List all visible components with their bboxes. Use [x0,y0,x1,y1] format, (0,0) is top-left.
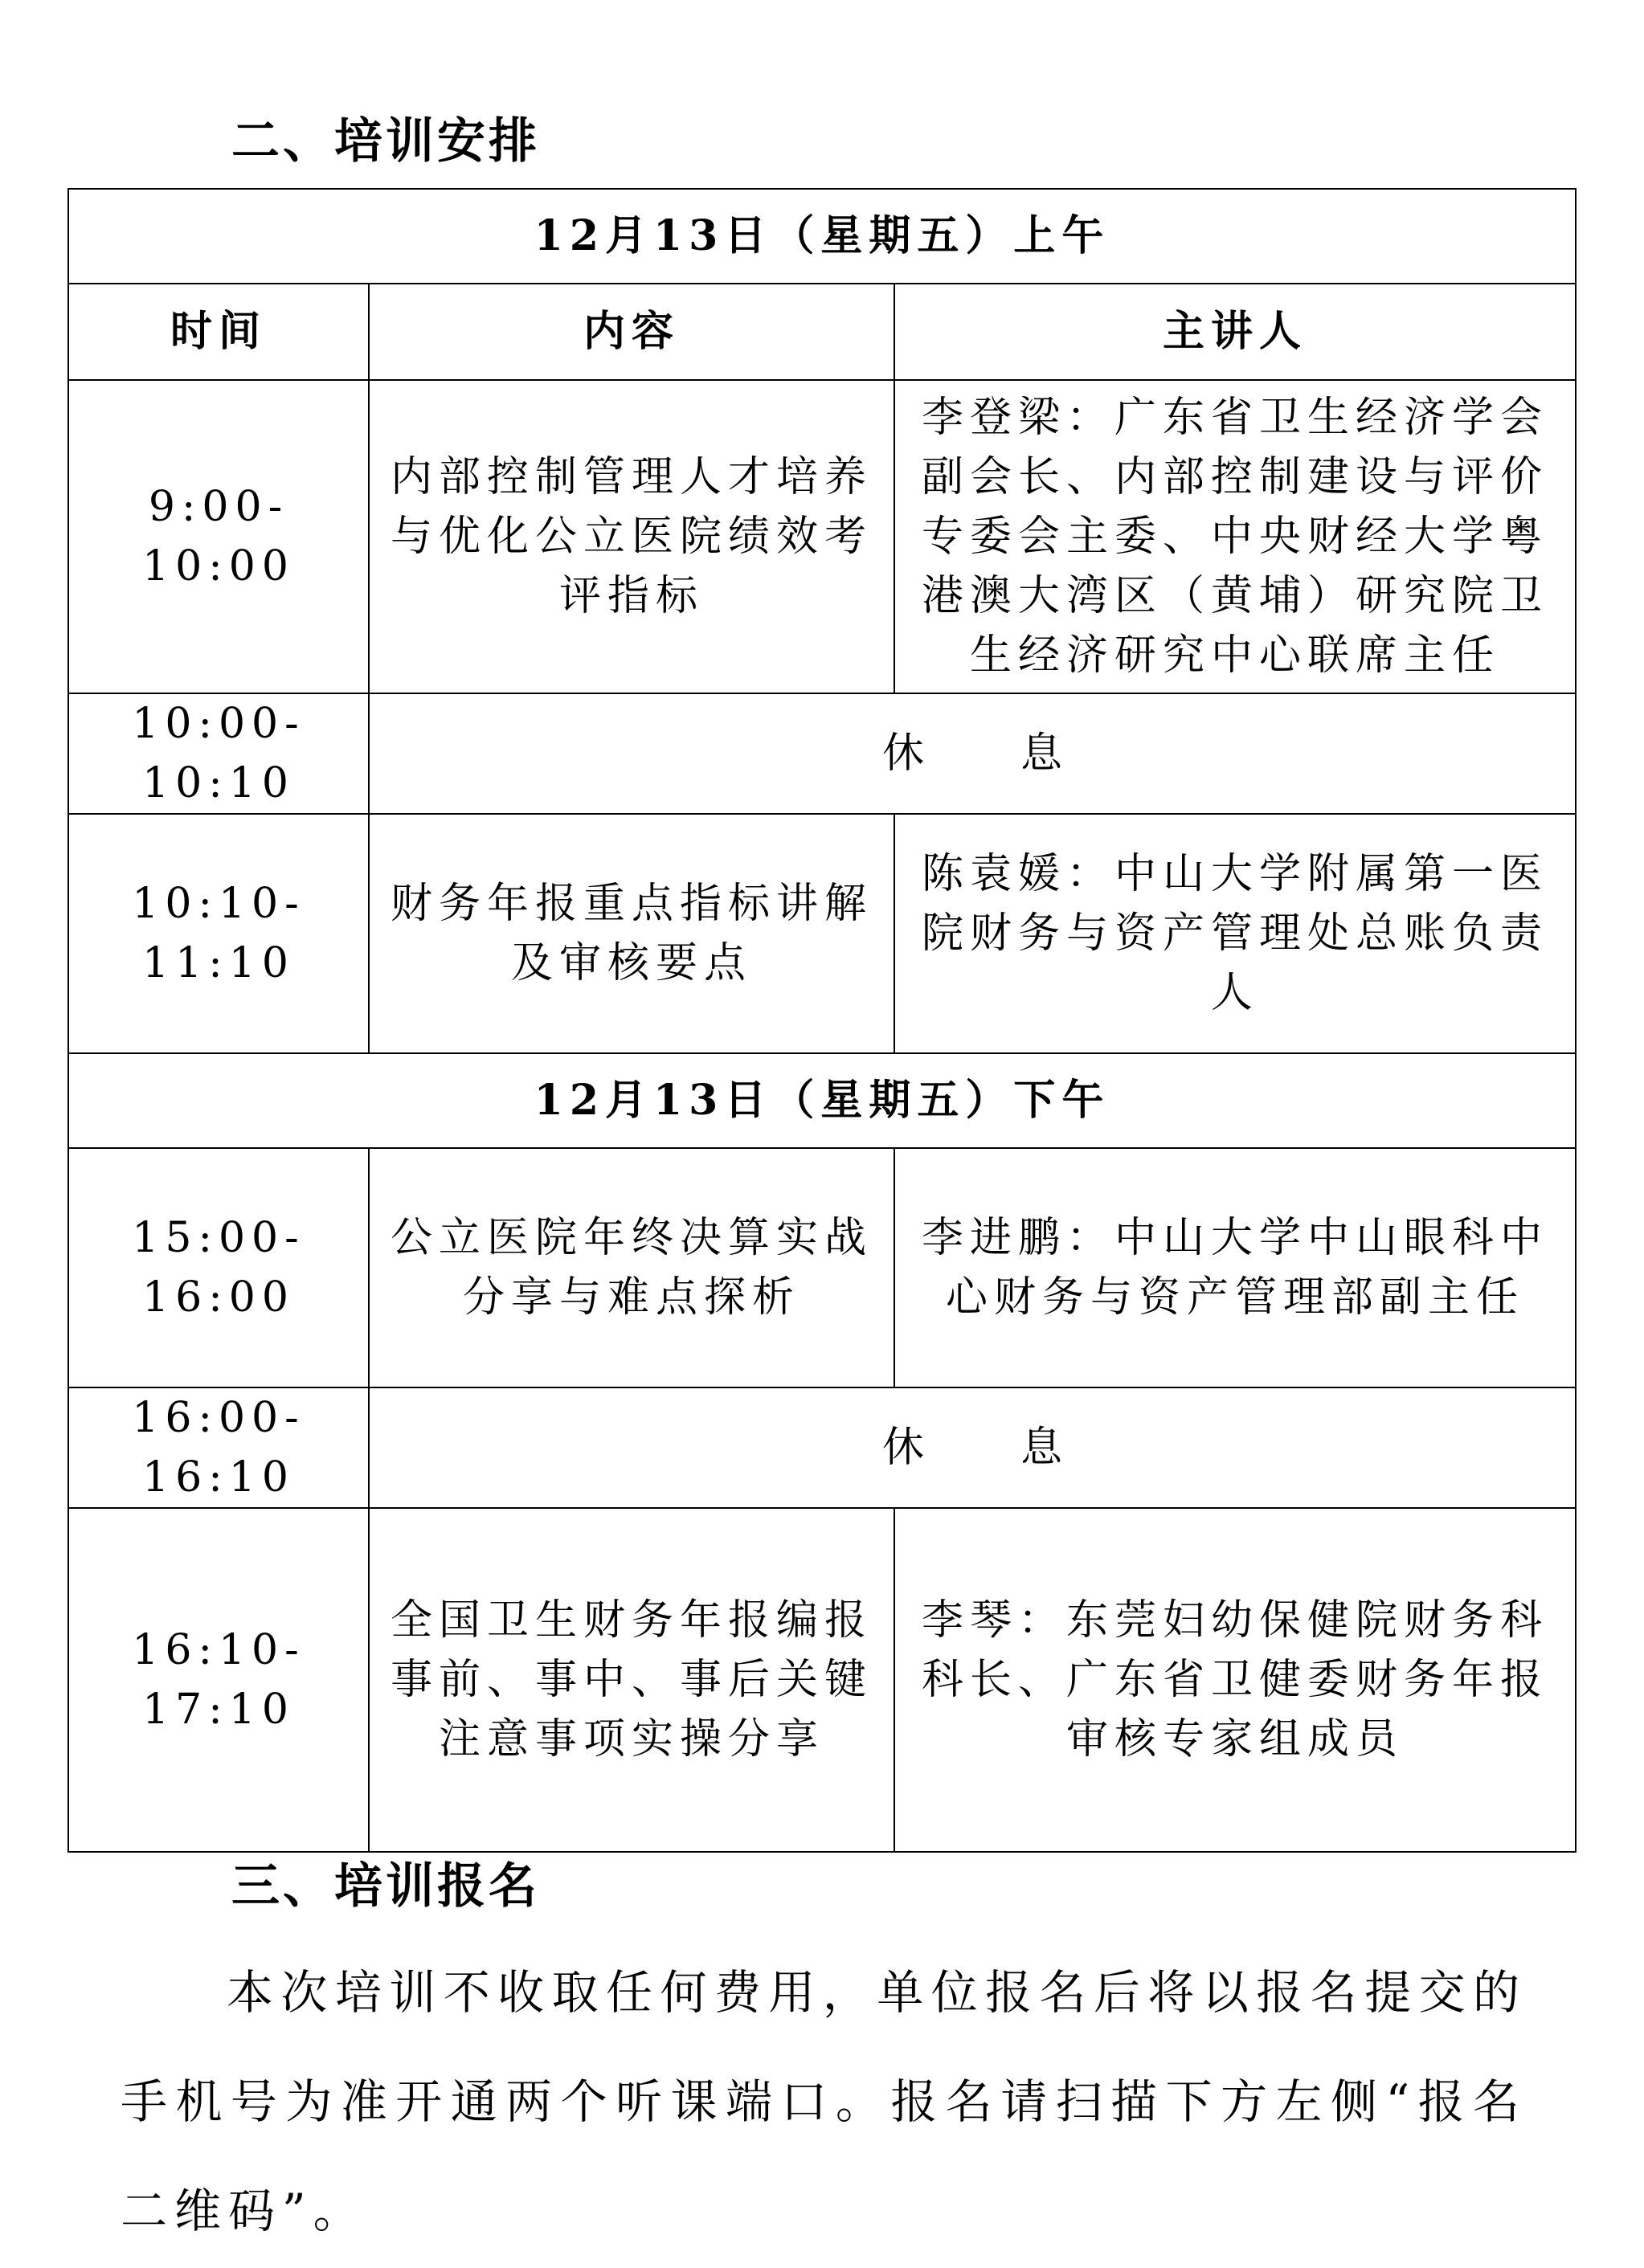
time-cell: 15:00-16:00 [68,1148,369,1387]
section-title-schedule: 二、培训安排 [231,113,540,170]
table-header-row [68,284,1576,380]
speaker-cell: 陈袁媛：中山大学附属第一医院财务与资产管理处总账负责人 [894,814,1576,1053]
time-cell: 16:00-16:10 [68,1387,369,1508]
table-row [68,380,1576,693]
registration-paragraph: 本次培训不收取任何费用，单位报名后将以报名提交的手机号为准开通两个听课端口。报名请扫描下方左侧“报名二维码”。 [121,1965,1527,2238]
session-header-afternoon: 12月13日（星期五）下午 [68,1053,1576,1148]
table-row [68,1508,1576,1852]
break-label: 休息 [882,1424,1159,1472]
time-cell: 9:00-10:00 [68,380,369,693]
break-cell [369,1387,1576,1508]
content-cell: 内部控制管理人才培养与优化公立医院绩效考评指标 [369,380,894,693]
table-row [68,189,1576,284]
time-cell: 16:10-17:10 [68,1508,369,1852]
speaker-cell: 李琴：东莞妇幼保健院财务科科长、广东省卫健委财务年报审核专家组成员 [894,1508,1576,1852]
session-header-morning: 12月13日（星期五）上午 [68,189,1576,284]
section-title-registration: 三、培训报名 [231,1858,540,1915]
time-cell: 10:10-11:10 [68,814,369,1053]
time-cell: 10:00-10:10 [68,693,369,814]
column-header-time: 时间 [68,284,369,380]
table-row [68,1148,1576,1387]
training-schedule-table [67,188,1577,1853]
column-header-content: 内容 [369,284,894,380]
break-label: 休息 [882,729,1159,778]
content-cell: 财务年报重点指标讲解及审核要点 [369,814,894,1053]
table-row [68,814,1576,1053]
break-cell [369,693,1576,814]
content-cell: 公立医院年终决算实战分享与难点探析 [369,1148,894,1387]
table-row [68,1053,1576,1148]
column-header-speaker: 主讲人 [894,284,1576,380]
table-row [68,693,1576,814]
speaker-cell: 李登梁：广东省卫生经济学会副会长、内部控制建设与评价专委会主委、中央财经大学粤港澳大湾区（黄埔）研究院卫生经济研究中心联席主任 [894,380,1576,693]
table-row [68,1387,1576,1508]
content-cell: 全国卫生财务年报编报事前、事中、事后关键注意事项实操分享 [369,1508,894,1852]
speaker-cell: 李进鹏：中山大学中山眼科中心财务与资产管理部副主任 [894,1148,1576,1387]
